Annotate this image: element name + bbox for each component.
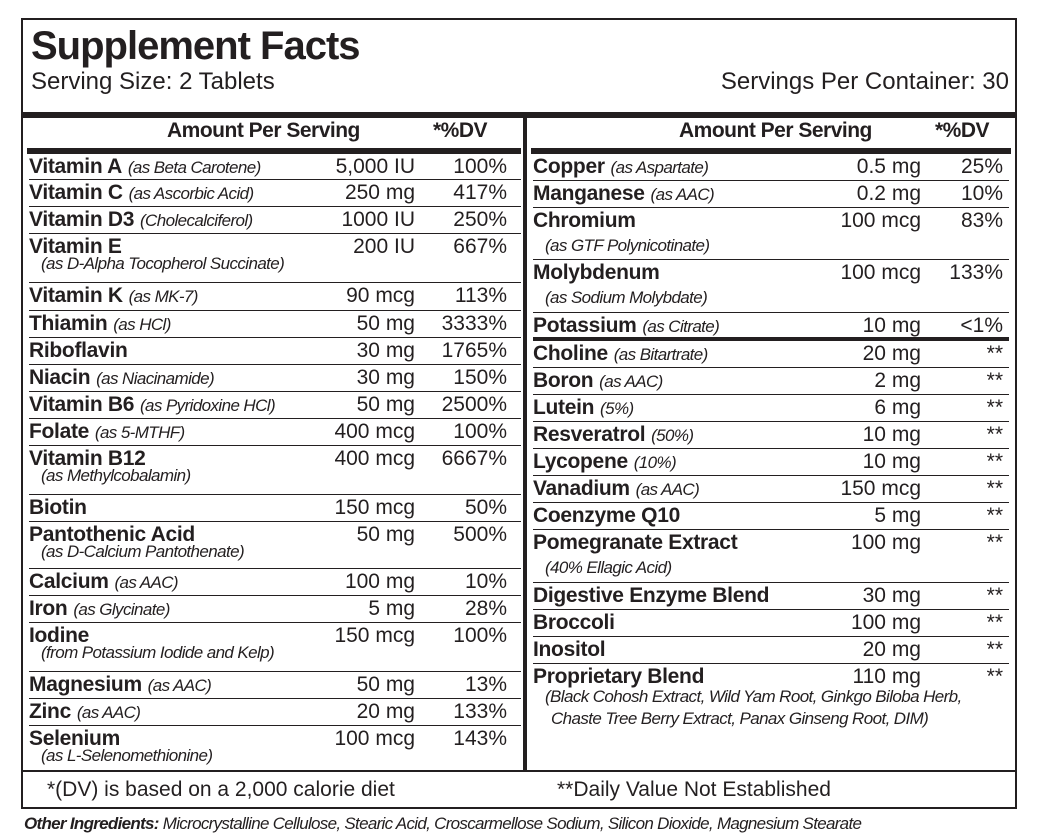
nutrient-dv: ** [986,342,1003,365]
nutrient-label: Pantothenic Acid [29,523,195,546]
nutrient-amount: 90 mcg [346,284,415,307]
nutrient-source-detail: (40% Ellagic Acid) [545,558,672,577]
nutrient-row [533,368,1009,395]
nutrient-row [29,338,521,365]
nutrient-source: (as Glycinate) [73,600,170,619]
nutrient-row [533,395,1009,422]
nutrient-label: Vitamin A [29,155,122,178]
nutrient-row [533,530,1009,583]
nutrient-label: Lycopene [533,450,628,473]
nutrient-amount: 2 mg [874,369,921,392]
nutrient-label: Resveratrol [533,423,646,446]
dv-footnote: *(DV) is based on a 2,000 calorie diet [47,778,395,801]
nutrient-row [533,422,1009,449]
left-dv-header: *%DV [433,119,488,142]
nutrient-name [533,395,634,422]
nutrient-name [533,449,676,476]
nutrient-label: Iron [29,597,68,620]
page-title: Supplement Facts [31,24,360,68]
nutrient-name [29,338,128,364]
nutrient-dv: 143% [453,727,507,750]
right-amount-header: Amount Per Serving [679,119,872,142]
nutrient-label: Vitamin B6 [29,393,135,416]
left-amount-header: Amount Per Serving [167,119,360,142]
nutrient-amount: 100 mg [850,531,921,554]
nutrient-amount: 100 mcg [334,727,415,750]
nutrient-dv: 133% [453,700,507,723]
other-ingredients-label: Other Ingredients: [24,814,159,833]
nutrient-label: Proprietary Blend [533,665,705,688]
nutrient-label: Magnesium [29,673,142,696]
nutrient-amount: 10 mg [862,314,921,337]
nutrient-amount: 20 mg [862,342,921,365]
nutrient-amount: 150 mcg [334,496,415,519]
nutrient-amount: 5 mg [368,597,415,620]
nutrient-dv: 100% [453,624,507,647]
nutrient-label: Niacin [29,366,91,389]
nutrient-source: (as AAC) [650,185,715,204]
nutrient-row [533,583,1009,610]
nutrient-name [533,476,699,503]
nutrient-source: (as Aspartate) [610,158,709,177]
nutrient-amount: 400 mcg [334,447,415,470]
nutrient-dv: ** [986,531,1003,554]
nutrient-row [29,699,521,726]
nutrient-row [533,208,1009,260]
nutrient-row [29,234,521,283]
nutrient-source-detail: (as D-Calcium Pantothenate) [41,542,245,561]
nutrient-name [29,311,171,338]
nutrient-source: (Cholecalciferol) [140,211,253,230]
nutrient-row [29,596,521,623]
nutrient-label: Vitamin C [29,181,123,204]
nutrient-dv: 1765% [441,339,507,362]
nutrient-amount: 110 mg [852,665,921,688]
nutrient-amount: 0.2 mg [856,182,921,205]
nutrient-row [29,365,521,392]
nutrient-amount: 50 mg [356,673,415,696]
nutrient-row [29,154,521,180]
nutrient-label: Lutein [533,396,595,419]
nutrient-label: Molybdenum [533,261,660,284]
nutrient-dv: 417% [453,181,507,204]
nutrient-name [29,154,261,181]
nutrient-dv: 113% [454,284,507,307]
nutrient-label: Calcium [29,570,109,593]
nutrient-label: Inositol [533,638,606,661]
serving-size: Serving Size: 2 Tablets [31,68,275,95]
nutrient-source: (as Beta Carotene) [127,158,261,177]
nutrient-source: (5%) [600,399,634,418]
nutrient-dv: <1% [960,314,1003,337]
nutrient-name [533,530,737,556]
nutrient-label: Copper [533,155,605,178]
nutrient-source-detail: (as D-Alpha Tocopherol Succinate) [41,254,285,273]
nutrient-amount: 100 mcg [840,261,921,284]
nutrient-source-detail: (as Sodium Molybdate) [545,288,708,307]
nutrient-label: Biotin [29,496,87,519]
nutrient-name [29,569,178,596]
nutrient-name [533,503,680,529]
nutrient-dv: 2500% [441,393,507,416]
nutrient-row [29,672,521,699]
nutrient-label: Vanadium [533,477,630,500]
bottom-rule [23,770,1015,772]
not-established-footnote: **Daily Value Not Established [557,778,831,801]
nutrient-source-detail-2: Chaste Tree Berry Extract, Panax Ginseng Root, DIM) [551,709,929,728]
nutrient-source: (as Niacinamide) [96,369,215,388]
nutrient-dv: ** [986,477,1003,500]
nutrient-source: (as 5-MTHF) [94,423,185,442]
nutrient-label: Riboflavin [29,339,128,362]
nutrient-label: Choline [533,342,608,365]
nutrient-row [29,569,521,596]
nutrient-label: Pomegranate Extract [533,531,738,554]
nutrient-amount: 20 mg [862,638,921,661]
nutrient-amount: 100 mg [850,611,921,634]
nutrient-dv: 13% [464,673,507,696]
nutrient-row [29,283,521,311]
nutrient-amount: 100 mcg [840,209,921,232]
nutrient-amount: 0.5 mg [856,155,921,178]
nutrient-amount: 30 mg [356,366,415,389]
nutrient-amount: 5 mg [874,504,921,527]
nutrient-row [29,623,521,672]
nutrient-name [533,154,708,181]
right-dv-header: *%DV [935,119,990,142]
nutrient-row [29,180,521,207]
nutrient-dv: 500% [453,523,507,546]
nutrient-row [29,726,521,770]
nutrient-name [29,180,254,207]
nutrient-name [29,596,170,623]
nutrient-amount: 150 mcg [840,477,921,500]
nutrient-label: Vitamin D3 [29,208,135,231]
nutrient-amount: 400 mcg [334,420,415,443]
nutrient-dv: ** [986,665,1003,688]
nutrient-source: (as AAC) [147,676,212,695]
nutrient-amount: 5,000 IU [335,155,415,178]
nutrient-source-detail: (Black Cohosh Extract, Wild Yam Root, Ginkgo Biloba Herb, [545,687,962,706]
nutrient-dv: ** [986,584,1003,607]
nutrient-row [29,392,521,419]
nutrient-dv: 667% [453,235,507,258]
nutrient-amount: 200 IU [353,235,415,258]
nutrient-amount: 250 mg [344,181,415,204]
nutrient-row [533,341,1009,368]
nutrient-row [29,207,521,234]
nutrient-name [533,637,605,663]
nutrient-source: (as Ascorbic Acid) [128,184,254,203]
nutrient-name [29,207,253,234]
nutrient-source: (as HCl) [113,315,171,334]
nutrient-amount: 10 mg [862,423,921,446]
nutrient-dv: 25% [960,155,1003,178]
nutrient-row [29,495,521,522]
nutrient-name [29,672,211,699]
nutrient-source: (as AAC) [599,372,663,391]
nutrient-row [29,311,521,338]
nutrient-dv: ** [986,450,1003,473]
nutrient-name [29,392,275,419]
nutrient-dv: ** [986,369,1003,392]
nutrient-row [533,154,1009,181]
nutrient-label: Manganese [533,182,645,205]
column-divider-inner [527,118,528,770]
nutrient-amount: 1000 IU [341,208,415,231]
nutrient-dv: 150% [453,366,507,389]
nutrient-dv: 83% [960,209,1003,232]
nutrient-amount: 30 mg [356,339,415,362]
nutrient-name [29,419,185,446]
nutrient-label: Thiamin [29,312,108,335]
nutrient-source: (as Pyridoxine HCl) [140,396,276,415]
nutrient-name [533,368,663,395]
nutrient-dv: 3333% [441,312,507,335]
nutrient-source: (as MK-7) [128,287,198,306]
supplement-facts-panel [21,18,1017,809]
nutrient-dv: 10% [464,570,507,593]
nutrient-row [533,664,1009,744]
nutrient-name [533,260,660,286]
nutrient-row [533,610,1009,637]
nutrient-dv: 10% [960,182,1003,205]
nutrient-row [533,476,1009,503]
nutrient-dv: ** [986,638,1003,661]
nutrient-name [533,422,693,449]
nutrient-row [533,637,1009,664]
nutrient-amount: 6 mg [874,396,921,419]
nutrient-label: Iodine [29,624,90,647]
servings-per-container: Servings Per Container: 30 [720,68,1009,95]
nutrient-dv: ** [986,396,1003,419]
nutrient-dv: 50% [464,496,507,519]
nutrient-row [533,181,1009,208]
nutrient-label: Folate [29,420,90,443]
nutrient-amount: 30 mg [862,584,921,607]
nutrient-dv: 28% [464,597,507,620]
nutrient-name [29,283,198,310]
nutrient-name [533,610,615,636]
nutrient-dv: 133% [949,261,1003,284]
nutrient-amount: 150 mcg [334,624,415,647]
nutrient-dv: 100% [453,155,507,178]
nutrient-row [533,260,1009,313]
nutrient-name [29,365,214,392]
nutrient-name [29,699,140,726]
nutrient-row [533,313,1009,341]
nutrient-row [533,449,1009,476]
nutrient-source: (as Citrate) [642,317,720,336]
other-ingredients [24,812,861,836]
nutrient-label: Vitamin K [29,284,123,307]
nutrient-row [29,522,521,569]
nutrient-dv: 250% [453,208,507,231]
nutrient-name [533,313,719,340]
nutrient-label: Boron [533,369,594,392]
nutrient-source: (as Bitartrate) [613,345,708,364]
nutrient-amount: 20 mg [356,700,415,723]
nutrient-source: (as AAC) [635,480,700,499]
nutrient-label: Coenzyme Q10 [533,504,680,527]
nutrient-amount: 10 mg [862,450,921,473]
other-ingredients-text: Microcrystalline Cellulose, Stearic Acid, Croscarmellose Sodium, Silicon Dioxide, Magnesium Stearate [158,814,862,833]
nutrient-source-detail: (as L-Selenomethionine) [41,746,213,765]
nutrient-amount: 100 mg [344,570,415,593]
nutrient-label: Potassium [533,314,637,337]
nutrient-row [29,419,521,446]
nutrient-source: (as AAC) [114,573,178,592]
nutrient-name [533,208,636,234]
nutrient-label: Chromium [533,209,636,232]
nutrient-label: Selenium [29,727,120,750]
nutrient-source: (50%) [651,426,694,445]
nutrient-name [533,583,769,609]
nutrient-name [533,181,714,208]
nutrient-amount: 50 mg [356,312,415,335]
nutrient-source-detail: (as Methylcobalamin) [41,466,191,485]
nutrient-dv: 100% [453,420,507,443]
nutrient-row [29,446,521,495]
nutrient-amount: 50 mg [356,523,415,546]
nutrient-name [533,341,708,368]
nutrient-row [533,503,1009,530]
nutrient-label: Broccoli [533,611,615,634]
nutrient-source-detail: (from Potassium Iodide and Kelp) [41,643,275,662]
nutrient-source: (10%) [633,453,677,472]
nutrient-source: (as AAC) [76,703,141,722]
nutrient-name [29,495,87,521]
nutrient-dv: ** [986,611,1003,634]
nutrient-dv: 6667% [441,447,507,470]
nutrient-dv: ** [986,504,1003,527]
nutrient-dv: ** [986,423,1003,446]
nutrient-source-detail: (as GTF Polynicotinate) [545,236,710,255]
nutrient-amount: 50 mg [356,393,415,416]
nutrient-label: Vitamin E [29,235,122,258]
nutrient-label: Zinc [29,700,71,723]
nutrient-label: Digestive Enzyme Blend [533,584,770,607]
nutrient-label: Vitamin B12 [29,447,146,470]
